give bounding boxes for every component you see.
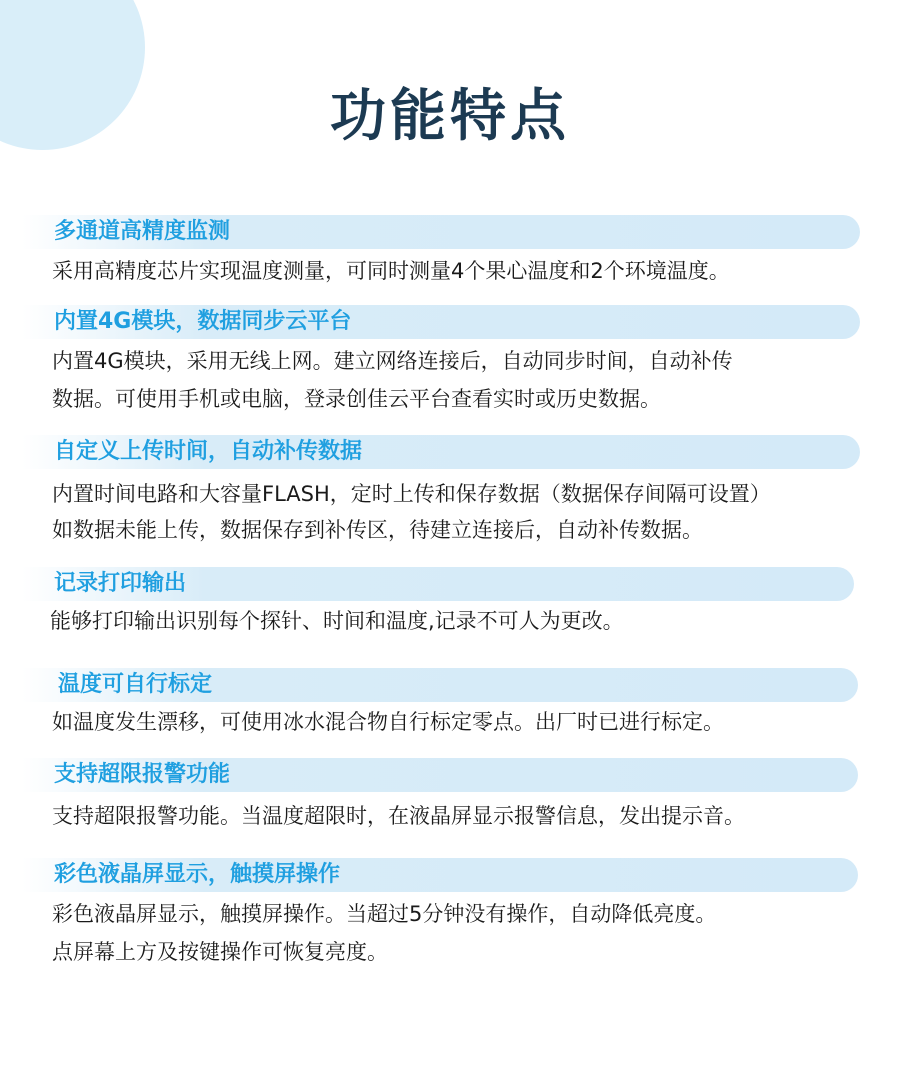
feature-description-line: 数据。可使用手机或电脑，登录创佳云平台查看实时或历史数据。 [52, 387, 661, 411]
feature-banner [22, 215, 860, 249]
feature-description-line: 点屏幕上方及按键操作可恢复亮度。 [52, 940, 388, 964]
feature-description-line: 如数据未能上传，数据保存到补传区，待建立连接后，自动补传数据。 [52, 518, 703, 542]
feature-description: 采用高精度芯片实现温度测量，可同时测量4个果心温度和2个环境温度。 [52, 259, 730, 283]
feature-description-line: 彩色液晶屏显示，触摸屏操作。当超过5分钟没有操作，自动降低亮度。 [52, 902, 717, 926]
page-title: 功能特点 [330, 84, 570, 149]
feature-banner [22, 435, 860, 469]
feature-description: 能够打印输出识别每个探针、时间和温度,记录不可人为更改。 [50, 609, 624, 633]
feature-description-line: 内置时间电路和大容量FLASH，定时上传和保存数据（数据保存间隔可设置） [52, 482, 771, 506]
feature-description: 如温度发生漂移，可使用冰水混合物自行标定零点。出厂时已进行标定。 [52, 710, 724, 734]
feature-title: 记录打印输出 [54, 571, 187, 596]
feature-title: 内置4G模块，数据同步云平台 [54, 309, 352, 334]
feature-title: 彩色液晶屏显示，触摸屏操作 [54, 862, 341, 887]
feature-banner [22, 858, 858, 892]
feature-banner [22, 567, 854, 601]
feature-description: 支持超限报警功能。当温度超限时，在液晶屏显示报警信息，发出提示音。 [52, 804, 745, 828]
feature-banner [22, 668, 858, 702]
feature-banner [22, 305, 860, 339]
feature-title: 温度可自行标定 [58, 672, 213, 697]
feature-title: 多通道高精度监测 [54, 219, 231, 244]
feature-banner [22, 758, 858, 792]
feature-description-line: 内置4G模块，采用无线上网。建立网络连接后，自动同步时间，自动补传 [52, 349, 733, 373]
feature-title: 自定义上传时间，自动补传数据 [54, 439, 363, 464]
feature-title: 支持超限报警功能 [54, 762, 231, 787]
